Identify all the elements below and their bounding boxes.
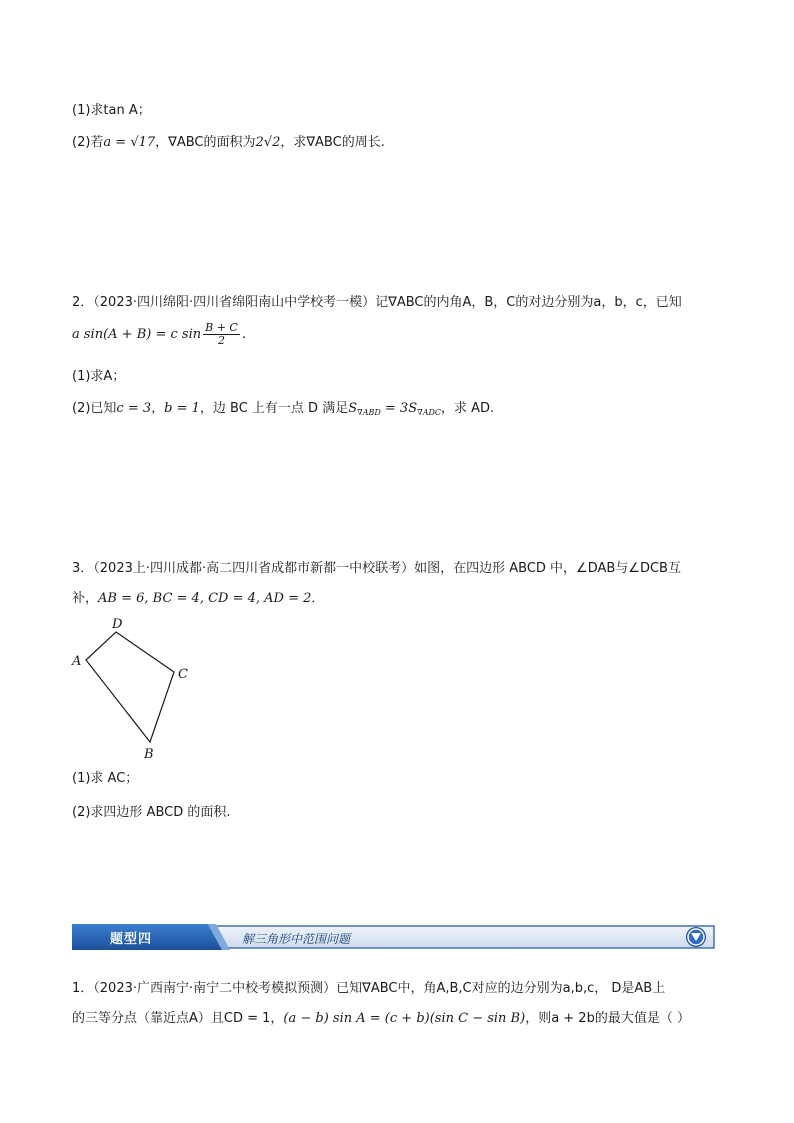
problem4-line2-a: 的三等分点（靠近点A）且CD = 1， <box>72 1011 284 1026</box>
problem3-line2-a: 补， <box>72 591 99 606</box>
section-title: 题型四 <box>110 932 153 947</box>
vertex-label-b: B <box>144 747 154 762</box>
problem2-s1-sub: ∇ABD <box>357 408 381 417</box>
section-subtitle: 解三角形中范围问题 <box>242 932 351 946</box>
problem4-line2-math: (a − b) sin A = (c + b)(sin C − sin B) <box>283 1011 526 1026</box>
chevron-down-icon <box>690 932 702 942</box>
problem2-part2-c: ，求 AD. <box>441 401 495 416</box>
problem2-part2-b: ，边 BC 上有一点 D 满足 <box>199 401 349 416</box>
problem4-line2-b: ，则a + 2b的最大值是（ ） <box>525 1011 690 1026</box>
problem2-eq-num: B + C <box>205 321 238 334</box>
problem2-s1: S <box>348 401 358 416</box>
problem2-eq2: = 3S <box>380 401 418 416</box>
problem3-part2: (2)求四边形 ABCD 的面积. <box>72 805 231 820</box>
prev-part2 <box>72 134 734 152</box>
quadrilateral-abcd <box>86 632 174 742</box>
problem2-eq-den: 2 <box>217 334 225 347</box>
problem3-line2-math: AB = 6, BC = 4, CD = 4, AD = 2 <box>98 591 312 606</box>
vertex-label-d: D <box>112 617 123 632</box>
problem3-part1: (1)求 AC； <box>72 771 139 786</box>
problem2-line1: 2．（2023·四川绵阳·四川省绵阳南山中学校考一模）记∇ABC的内角A，B，C的对边分别为a，b，c，已知 <box>72 295 682 310</box>
problem4-line1: 1．（2023·广西南宁·南宁二中校考模拟预测）已知∇ABC中，角A,B,C对应的边分别为a,b,c， D是AB上 <box>72 981 666 996</box>
problem2-part1: (1)求A； <box>72 369 126 384</box>
problem3-line2 <box>72 590 734 608</box>
problem2-fraction <box>203 322 240 347</box>
quadrilateral-figure <box>70 612 210 762</box>
problem2-part2-cond: c = 3，b = 1 <box>116 401 200 416</box>
problem2-eq-left: a sin(A + B) = c sin <box>72 327 202 342</box>
section-banner <box>72 924 716 950</box>
prev-part2-area: 2√2 <box>255 135 281 150</box>
banner-background <box>72 924 716 950</box>
problem2-part2 <box>72 400 734 422</box>
prev-part2-c: ，求∇ABC的周长. <box>280 135 385 150</box>
prev-part2-math: a = √17 <box>103 135 156 150</box>
problem3-line1: 3．（2023上·四川成都·高二四川省成都市新都一中校联考）如图，在四边形 ABCD 中，∠DAB与∠DCB互 <box>72 561 681 576</box>
prev-part2-b: ，∇ABC的面积为 <box>155 135 256 150</box>
prev-part2-a: (2)若 <box>72 135 104 150</box>
problem2-s2-sub: ∇ADC <box>417 408 442 417</box>
problem2-part2-a: (2)已知 <box>72 401 117 416</box>
problem2-equation <box>72 322 734 347</box>
prev-part1: (1)求tan A； <box>72 103 151 118</box>
problem4-line2 <box>72 1010 734 1028</box>
problem3-line2-end: ． <box>311 591 325 606</box>
problem2-eq-end: . <box>241 327 246 342</box>
vertex-label-c: C <box>178 667 188 682</box>
vertex-label-a: A <box>72 654 82 669</box>
